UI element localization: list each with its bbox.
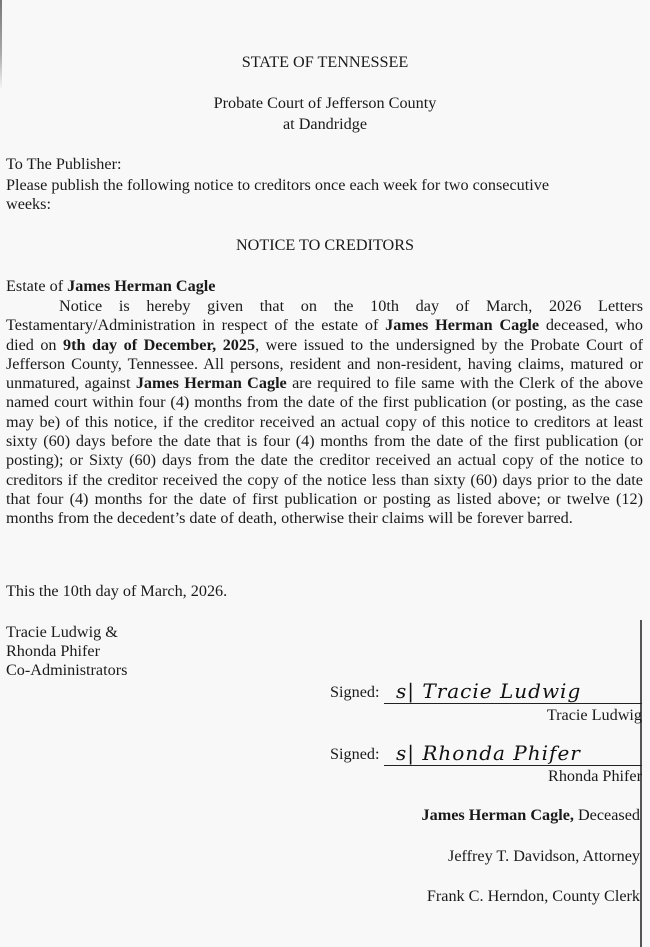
estate-decedent-name: James Herman Cagle [67,277,216,295]
administrator-line2: Rhonda Phifer [6,642,100,660]
estate-label: Estate of [6,277,64,295]
body-decedent-name-2: James Herman Cagle [135,374,287,393]
administrator-line3: Co-Administrators [6,661,128,679]
publisher-salutation: To The Publisher: [6,155,122,173]
publisher-instruction-line2: weeks: [6,195,51,213]
body-text-1: Notice is hereby given that on the 10th day of March, 2026 Letters Testamentary/Administration in respect of the estate of [6,297,643,335]
state-heading: STATE OF TENNESSEE [241,53,409,71]
court-location: at Dandridge [282,115,368,133]
body-text-2: deceased, who died on [6,316,643,354]
footer-decedent-name: James Herman Cagle, [421,806,574,824]
body-text-4: are required to file same with the Clerk of the above named court within four (4) months from the date of the first publication (or posting, as the case may be) of this notice, if the creditor received an actual copy of this notice to creditors at least sixty (60) days before the date that is four (4) months from the date of the first publication (or posting); or Sixty (60) days from the date the creditor received an actual copy of the notice to creditors if the creditor received the copy of the notice less than sixty (60) days prior to the date that four (4) months for the date of first publication or posting as listed above; or twelve (12) months from the decedent’s date of death, otherwise their claims will be forever barred. [6,374,644,528]
signed-label: Signed: [330,683,380,701]
signature-line [384,703,642,704]
signer-printed-name: Tracie Ludwig [546,706,642,724]
notice-paragraph [6,297,643,529]
body-text-3: , were issued to the undersigned by the Probate Court of Jefferson County, Tennessee. All persons, resident and non-resident, having claims, matured or unmatured, against [6,335,643,393]
handwritten-signature: s| Rhonda Phifer [396,741,581,765]
footer-clerk: Frank C. Herndon, County Clerk [426,887,640,905]
body-decedent-name-1: James Herman Cagle [385,316,540,335]
footer-decedent [422,806,640,825]
dated-line: This the 10th day of March, 2026. [6,582,228,600]
footer-decedent-suffix: Deceased [573,806,640,824]
body-death-date: 9th day of December, 2025 [63,335,256,354]
signer-printed-name: Rhonda Phifer [548,767,642,785]
court-name: Probate Court of Jefferson County [213,94,437,112]
notice-title: NOTICE TO CREDITORS [235,236,415,254]
signature-row-2 [330,741,642,766]
administrator-line1: Tracie Ludwig & [6,623,118,641]
notice-body [6,297,643,529]
estate-line [6,277,216,296]
publisher-instruction-line1: Please publish the following notice to creditors once each week for two consecutive [6,176,550,194]
scan-edge-left [0,0,2,90]
signature-row-1 [330,679,642,704]
footer-attorney: Jeffrey T. Davidson, Attorney [448,847,640,865]
signed-label: Signed: [330,745,380,763]
handwritten-signature: s| Tracie Ludwig [396,679,582,703]
signature-line [384,765,642,766]
